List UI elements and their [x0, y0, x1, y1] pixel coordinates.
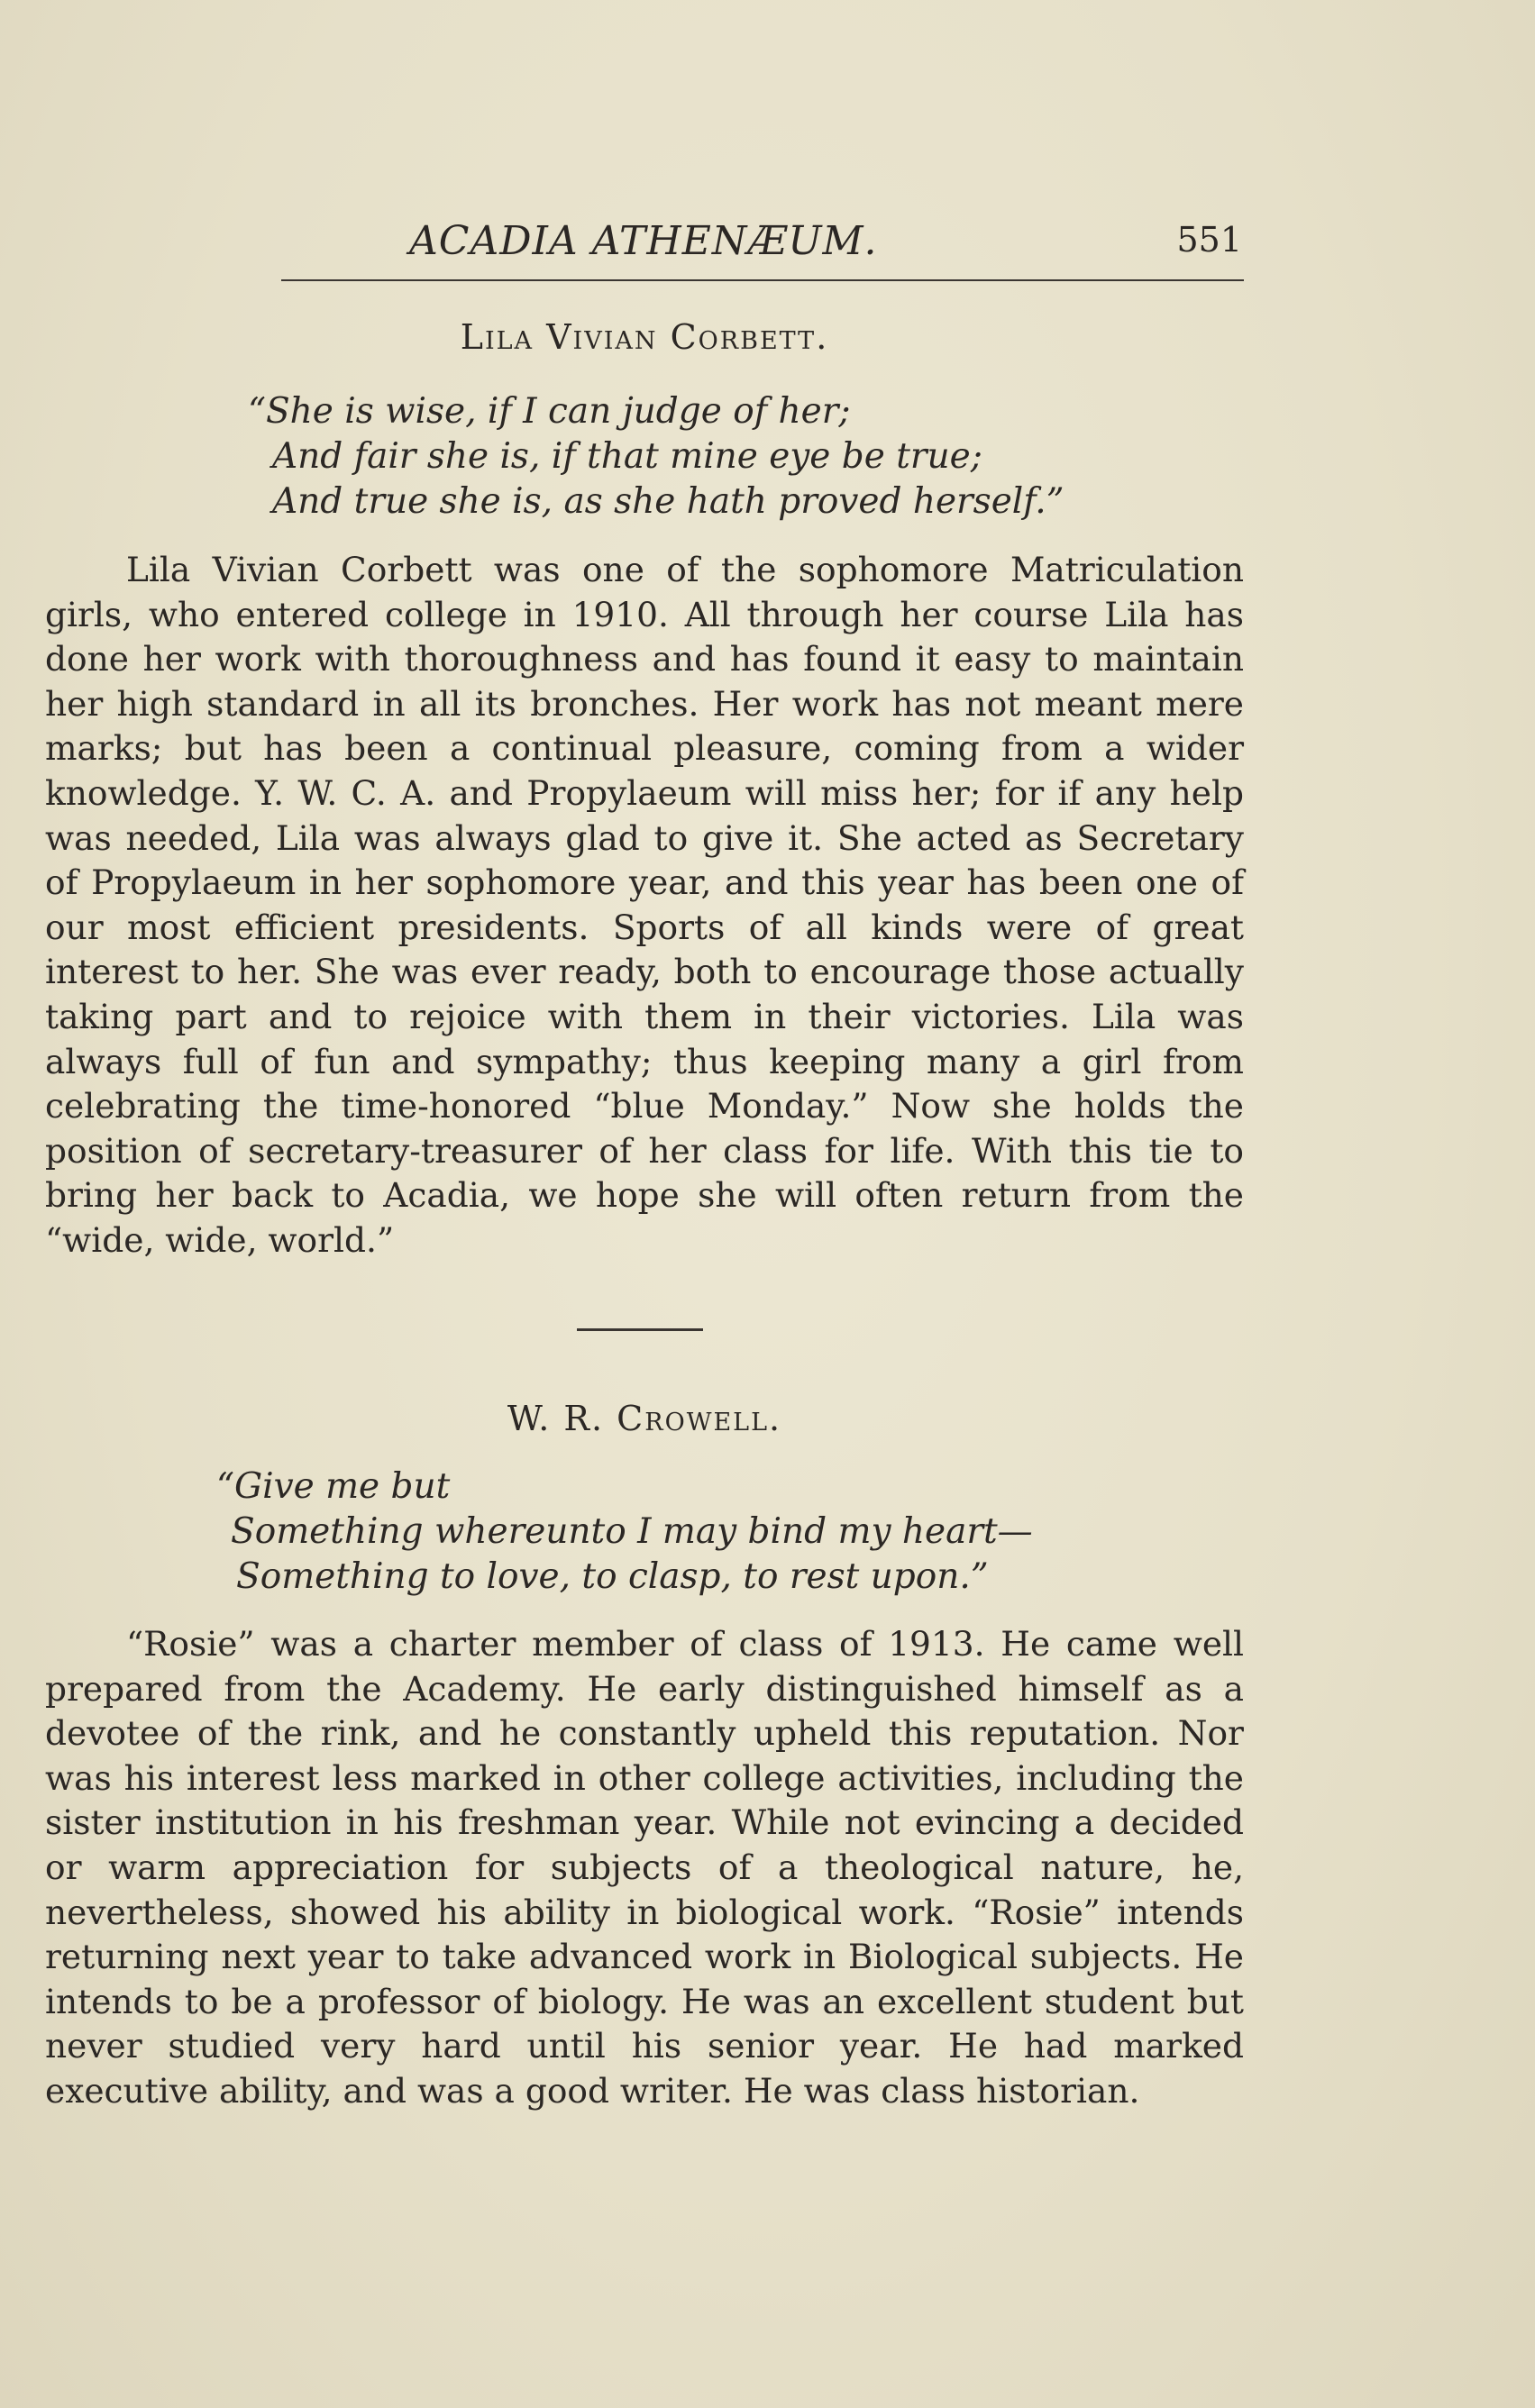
epigraph-line: Something to love, to clasp, to rest upon.” [236, 1556, 989, 1597]
paragraph-corbett [45, 548, 1244, 1263]
epigraph-corbett [45, 389, 1244, 524]
epigraph-line: “She is wise, if I can judge of her; [248, 391, 851, 432]
body-text: Lila Vivian Corbett was one of the sophomore Matriculation girls, who entered college in 1910. All through her course Lila has done her work with thoroughness and has found it easy to maintain her high standard in all its bronches. Her work has not meant mere marks; but has been a continual pleasure, coming from a wider knowledge. Y. W. C. A. and Propylaeum will miss her; for if any help was needed, Lila was always glad to give it. She acted as Secretary of Propylaeum in her sophomore year, and this year has been one of our most efficient presidents. Sports of all kinds were of great interest to her. She was ever ready, both to encourage those actually taking part and to rejoice with them in their victories. Lila was always full of fun and sympathy; thus keeping many a girl from celebrating the time-honored “blue Monday.” Now she holds the position of secretary-treasurer of her class for life. With this tie to bring her back to Acadia, we hope she will often return from the “wide, wide, world.” [45, 550, 1244, 1260]
epigraph-line: And fair she is, if that mine eye be true; [272, 436, 982, 477]
section-separator [577, 1328, 703, 1331]
page-header [281, 214, 1244, 278]
epigraph-line: And true she is, as she hath proved herself.” [272, 481, 1064, 522]
page-number: 551 [1176, 220, 1242, 260]
running-title: ACADIA ATHENÆUM. [409, 218, 878, 264]
body-text: “Rosie” was a charter member of class of 1913. He came well prepared from the Academy. He early distinguished himself as a devotee of the rink, and he constantly upheld this reputation. Nor was his interest less marked in other college activities, including the sister institution in his freshman year. While not evincing a decided or warm appreciation for subjects of a theological nature, he, nevertheless, showed his ability in biological work. “Rosie” intends returning next year to take advanced work in Biological subjects. He intends to be a professor of biology. He was an excellent student but never studied very hard until his senior year. He had marked executive ability, and was a good writer. He was class historian. [45, 1624, 1244, 2111]
epigraph-line: “Give me but [216, 1466, 451, 1507]
section-title-crowell: W. R. Crowell. [507, 1399, 782, 1438]
header-rule [281, 279, 1244, 281]
section-title-corbett: Lila Vivian Corbett. [460, 317, 829, 357]
paragraph-crowell [45, 1622, 1244, 2114]
epigraph-line: Something whereunto I may bind my heart— [231, 1511, 1033, 1552]
epigraph-crowell [45, 1464, 1244, 1600]
